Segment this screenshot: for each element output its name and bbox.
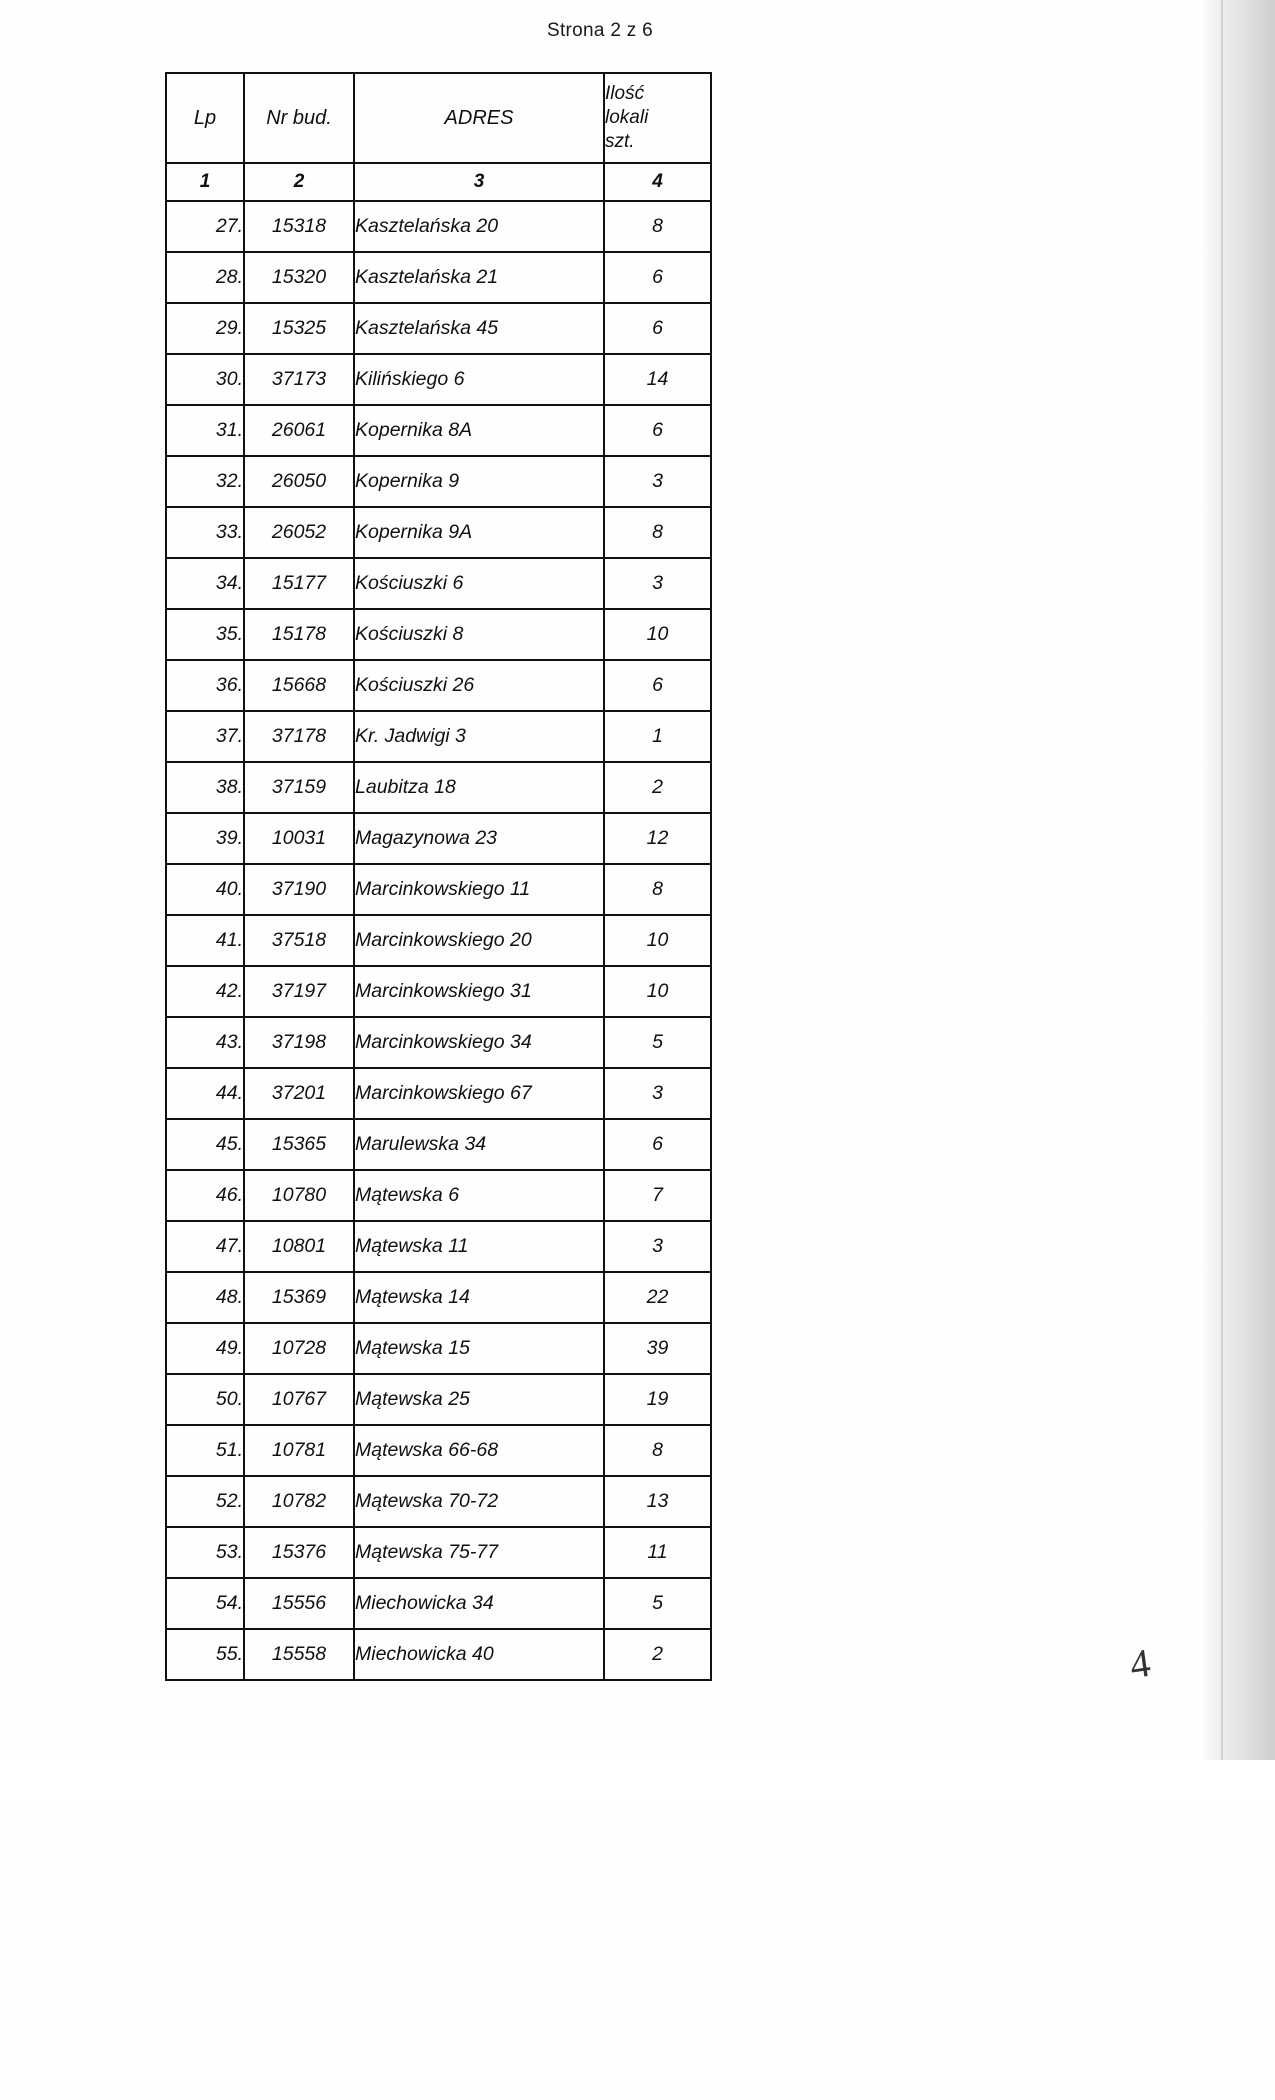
cell-ilosc-lokali: 8 <box>604 201 711 252</box>
cell-ilosc-lokali: 3 <box>604 456 711 507</box>
page-header: Strona 2 z 6 <box>546 20 654 41</box>
cell-lp: 50. <box>166 1374 244 1425</box>
cell-nr-bud: 37178 <box>244 711 354 762</box>
column-header-ilosc-lokali <box>604 73 711 163</box>
column-number-2: 2 <box>244 163 354 201</box>
cell-nr-bud: 15558 <box>244 1629 354 1680</box>
cell-adres: Laubitza 18 <box>354 762 604 813</box>
cell-lp: 53. <box>166 1527 244 1578</box>
cell-nr-bud: 10780 <box>244 1170 354 1221</box>
cell-nr-bud: 15318 <box>244 201 354 252</box>
cell-lp: 33. <box>166 507 244 558</box>
cell-ilosc-lokali: 2 <box>604 762 711 813</box>
cell-nr-bud: 37159 <box>244 762 354 813</box>
cell-adres: Marcinkowskiego 20 <box>354 915 604 966</box>
scan-edge-shadow <box>1200 0 1275 1760</box>
cell-ilosc-lokali: 6 <box>604 252 711 303</box>
cell-ilosc-lokali: 7 <box>604 1170 711 1221</box>
cell-adres: Kopernika 9 <box>354 456 604 507</box>
cell-adres: Kościuszki 26 <box>354 660 604 711</box>
column-number-3: 3 <box>354 163 604 201</box>
cell-adres: Marulewska 34 <box>354 1119 604 1170</box>
table-row <box>166 1170 711 1221</box>
cell-lp: 28. <box>166 252 244 303</box>
table-row <box>166 1323 711 1374</box>
cell-ilosc-lokali: 10 <box>604 609 711 660</box>
column-number-row <box>166 163 711 201</box>
table-head <box>166 73 711 201</box>
cell-nr-bud: 10767 <box>244 1374 354 1425</box>
table-row <box>166 1017 711 1068</box>
table-row <box>166 966 711 1017</box>
cell-ilosc-lokali: 6 <box>604 660 711 711</box>
cell-nr-bud: 15178 <box>244 609 354 660</box>
column-number-1: 1 <box>166 163 244 201</box>
cell-adres: Kościuszki 6 <box>354 558 604 609</box>
column-header-nr-bud: Nr bud. <box>244 73 354 163</box>
table-row <box>166 1068 711 1119</box>
cell-lp: 51. <box>166 1425 244 1476</box>
table-row <box>166 711 711 762</box>
cell-nr-bud: 15668 <box>244 660 354 711</box>
cell-adres: Mątewska 70-72 <box>354 1476 604 1527</box>
cell-ilosc-lokali: 19 <box>604 1374 711 1425</box>
table-row <box>166 507 711 558</box>
cell-adres: Marcinkowskiego 34 <box>354 1017 604 1068</box>
cell-lp: 27. <box>166 201 244 252</box>
table-row <box>166 1221 711 1272</box>
cell-lp: 37. <box>166 711 244 762</box>
cell-ilosc-lokali: 5 <box>604 1017 711 1068</box>
cell-ilosc-lokali: 13 <box>604 1476 711 1527</box>
cell-adres: Kościuszki 8 <box>354 609 604 660</box>
cell-ilosc-lokali: 5 <box>604 1578 711 1629</box>
cell-adres: Mątewska 66-68 <box>354 1425 604 1476</box>
column-header-ilosc-line3: szt. <box>605 131 635 153</box>
cell-adres: Mątewska 25 <box>354 1374 604 1425</box>
cell-nr-bud: 26061 <box>244 405 354 456</box>
table-row <box>166 1425 711 1476</box>
table-row <box>166 1527 711 1578</box>
cell-adres: Mątewska 11 <box>354 1221 604 1272</box>
cell-ilosc-lokali: 1 <box>604 711 711 762</box>
cell-nr-bud: 10031 <box>244 813 354 864</box>
cell-lp: 35. <box>166 609 244 660</box>
cell-ilosc-lokali: 12 <box>604 813 711 864</box>
column-header-lp: Lp <box>166 73 244 163</box>
cell-lp: 52. <box>166 1476 244 1527</box>
cell-nr-bud: 37173 <box>244 354 354 405</box>
cell-adres: Kasztelańska 45 <box>354 303 604 354</box>
cell-adres: Mątewska 75-77 <box>354 1527 604 1578</box>
cell-adres: Miechowicka 40 <box>354 1629 604 1680</box>
cell-nr-bud: 26050 <box>244 456 354 507</box>
cell-adres: Kilińskiego 6 <box>354 354 604 405</box>
cell-adres: Kr. Jadwigi 3 <box>354 711 604 762</box>
cell-nr-bud: 10801 <box>244 1221 354 1272</box>
table-row <box>166 864 711 915</box>
cell-lp: 54. <box>166 1578 244 1629</box>
table-body <box>166 201 711 1680</box>
cell-lp: 55. <box>166 1629 244 1680</box>
cell-ilosc-lokali: 6 <box>604 405 711 456</box>
cell-lp: 49. <box>166 1323 244 1374</box>
cell-lp: 48. <box>166 1272 244 1323</box>
cell-adres: Kasztelańska 21 <box>354 252 604 303</box>
column-header-adres: ADRES <box>354 73 604 163</box>
table-row <box>166 1374 711 1425</box>
cell-adres: Kopernika 9A <box>354 507 604 558</box>
cell-adres: Marcinkowskiego 11 <box>354 864 604 915</box>
scan-bottom-fade <box>0 1760 1275 1800</box>
cell-nr-bud: 15365 <box>244 1119 354 1170</box>
cell-nr-bud: 15325 <box>244 303 354 354</box>
scan-edge-line <box>1221 0 1223 1760</box>
cell-nr-bud: 37201 <box>244 1068 354 1119</box>
cell-lp: 30. <box>166 354 244 405</box>
table-row <box>166 354 711 405</box>
cell-nr-bud: 15556 <box>244 1578 354 1629</box>
cell-nr-bud: 15177 <box>244 558 354 609</box>
cell-lp: 29. <box>166 303 244 354</box>
cell-adres: Marcinkowskiego 31 <box>354 966 604 1017</box>
cell-lp: 40. <box>166 864 244 915</box>
column-header-ilosc-line1: Ilość <box>605 82 645 104</box>
cell-lp: 36. <box>166 660 244 711</box>
cell-adres: Mątewska 14 <box>354 1272 604 1323</box>
table-row <box>166 1578 711 1629</box>
cell-lp: 41. <box>166 915 244 966</box>
cell-ilosc-lokali: 8 <box>604 864 711 915</box>
cell-lp: 43. <box>166 1017 244 1068</box>
cell-nr-bud: 26052 <box>244 507 354 558</box>
cell-lp: 34. <box>166 558 244 609</box>
column-header-ilosc-line2: lokali <box>605 106 649 128</box>
table-row <box>166 558 711 609</box>
cell-lp: 46. <box>166 1170 244 1221</box>
table-row <box>166 762 711 813</box>
cell-ilosc-lokali: 10 <box>604 915 711 966</box>
cell-lp: 31. <box>166 405 244 456</box>
cell-ilosc-lokali: 8 <box>604 1425 711 1476</box>
table-row <box>166 915 711 966</box>
table-row <box>166 1119 711 1170</box>
table-row <box>166 303 711 354</box>
cell-ilosc-lokali: 10 <box>604 966 711 1017</box>
cell-adres: Kasztelańska 20 <box>354 201 604 252</box>
cell-nr-bud: 37197 <box>244 966 354 1017</box>
cell-nr-bud: 15320 <box>244 252 354 303</box>
handwritten-page-mark: 4 <box>1126 1639 1154 1688</box>
cell-lp: 45. <box>166 1119 244 1170</box>
cell-lp: 38. <box>166 762 244 813</box>
cell-nr-bud: 15376 <box>244 1527 354 1578</box>
cell-nr-bud: 10781 <box>244 1425 354 1476</box>
cell-ilosc-lokali: 14 <box>604 354 711 405</box>
cell-lp: 32. <box>166 456 244 507</box>
table-row <box>166 252 711 303</box>
cell-ilosc-lokali: 11 <box>604 1527 711 1578</box>
cell-ilosc-lokali: 6 <box>604 1119 711 1170</box>
cell-nr-bud: 37198 <box>244 1017 354 1068</box>
cell-nr-bud: 10728 <box>244 1323 354 1374</box>
cell-ilosc-lokali: 3 <box>604 1221 711 1272</box>
table-row <box>166 201 711 252</box>
cell-lp: 44. <box>166 1068 244 1119</box>
table-header-row <box>166 73 711 163</box>
table-row <box>166 1476 711 1527</box>
cell-ilosc-lokali: 3 <box>604 1068 711 1119</box>
cell-nr-bud: 10782 <box>244 1476 354 1527</box>
cell-adres: Marcinkowskiego 67 <box>354 1068 604 1119</box>
table-row <box>166 456 711 507</box>
cell-ilosc-lokali: 6 <box>604 303 711 354</box>
cell-adres: Mątewska 6 <box>354 1170 604 1221</box>
cell-ilosc-lokali: 3 <box>604 558 711 609</box>
cell-lp: 39. <box>166 813 244 864</box>
cell-ilosc-lokali: 2 <box>604 1629 711 1680</box>
cell-nr-bud: 37190 <box>244 864 354 915</box>
cell-lp: 47. <box>166 1221 244 1272</box>
cell-adres: Magazynowa 23 <box>354 813 604 864</box>
cell-adres: Kopernika 8A <box>354 405 604 456</box>
cell-ilosc-lokali: 8 <box>604 507 711 558</box>
cell-ilosc-lokali: 39 <box>604 1323 711 1374</box>
cell-adres: Mątewska 15 <box>354 1323 604 1374</box>
building-register-table-wrapper <box>165 72 710 1681</box>
cell-adres: Miechowicka 34 <box>354 1578 604 1629</box>
building-register-table <box>165 72 712 1681</box>
table-row <box>166 609 711 660</box>
cell-nr-bud: 15369 <box>244 1272 354 1323</box>
table-row <box>166 813 711 864</box>
cell-ilosc-lokali: 22 <box>604 1272 711 1323</box>
cell-nr-bud: 37518 <box>244 915 354 966</box>
table-row <box>166 405 711 456</box>
cell-lp: 42. <box>166 966 244 1017</box>
table-row <box>166 1272 711 1323</box>
table-row <box>166 1629 711 1680</box>
column-number-4: 4 <box>604 163 711 201</box>
table-row <box>166 660 711 711</box>
